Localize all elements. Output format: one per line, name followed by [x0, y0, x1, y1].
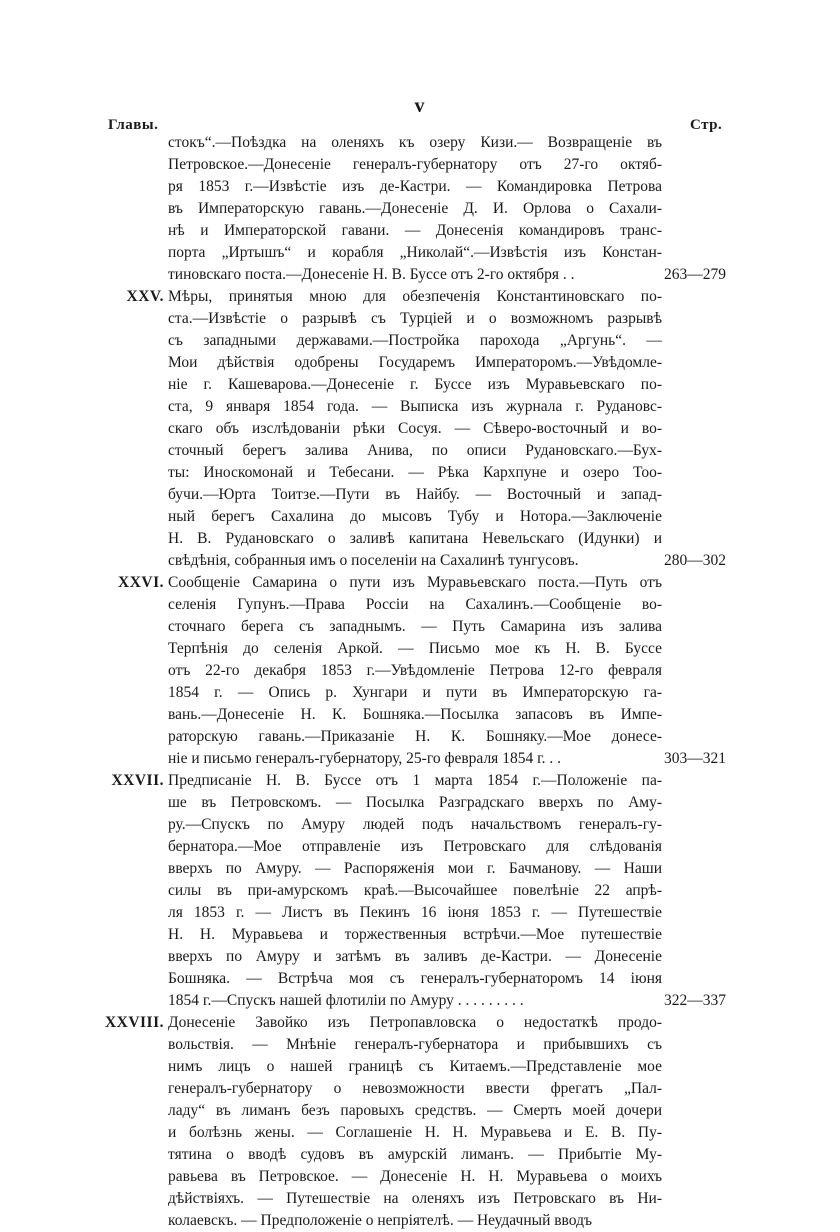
- toc-line: [0, 484, 840, 506]
- toc-line: [0, 1034, 840, 1056]
- chapter-summary-line: стокъ“.—Поѣздка на оленяхъ къ озеру Кизи.— Возвращеніе въ: [168, 134, 662, 151]
- chapter-summary-line: порта „Иртышъ“ и корабля „Николай“.—Извѣстія изъ Констан-: [168, 244, 662, 261]
- chapter-summary-line: и болѣзнь жены. — Соглашеніе Н. Н. Муравьева и Е. В. Пу-: [168, 1124, 662, 1141]
- chapter-summary-line: сточнаго берега съ западнымъ. — Путь Самарина изъ залива: [168, 618, 662, 635]
- toc-entry: [0, 572, 840, 770]
- toc-line: [0, 902, 840, 924]
- toc-line: [0, 968, 840, 990]
- toc-line: [0, 1056, 840, 1078]
- toc-line: [0, 616, 840, 638]
- chapter-numeral: XXVI.: [118, 574, 164, 591]
- toc-line: [0, 506, 840, 528]
- chapter-summary-line: дѣйствіяхъ. — Путешествіе на оленяхъ изъ Петровскаго въ Ни-: [168, 1190, 662, 1207]
- toc-line: [0, 1012, 840, 1034]
- toc-line: [0, 374, 840, 396]
- chapter-summary-line: селенія Гупунъ.—Права Россіи на Сахалинъ.—Сообщеніе во-: [168, 596, 662, 613]
- chapter-summary-line: въ Императорскую гавань.—Донесеніе Д. И. Орлова о Сахали-: [168, 200, 662, 217]
- chapter-summary-line: Мои дѣйствія одобрены Государемъ Императоромъ.—Увѣдомле-: [168, 354, 662, 371]
- toc-line: [0, 176, 840, 198]
- chapter-summary-line: Терпѣнія до селенія Аркой. — Письмо мое къ Н. В. Буссе: [168, 640, 662, 657]
- toc-line: [0, 682, 840, 704]
- chapter-summary-line: нѣ и Императорской гавани. — Донесенія командировъ транс-: [168, 222, 662, 239]
- chapter-summary-line: съ западными державами.—Постройка парохода „Аргунь“. —: [168, 332, 662, 349]
- toc-line: [0, 1210, 840, 1232]
- toc-line: [0, 594, 840, 616]
- toc-line: [0, 770, 840, 792]
- chapter-numeral: XXV.: [126, 288, 164, 305]
- toc-line: [0, 1100, 840, 1122]
- chapters-column-header: Главы.: [108, 117, 159, 133]
- toc-line: [0, 286, 840, 308]
- chapter-summary-line: скаго объ изслѣдованіи рѣки Сосуя. — Сѣверо-восточный и во-: [168, 420, 662, 437]
- toc-line: [0, 308, 840, 330]
- chapter-summary-line: бернатора.—Мое отправленіе изъ Петровскаго для слѣдованія: [168, 838, 662, 855]
- toc-line: [0, 1144, 840, 1166]
- chapter-summary-line: ше въ Петровскомъ. — Посылка Разградскаго вверхъ по Аму-: [168, 794, 662, 811]
- toc-line: [0, 946, 840, 968]
- chapter-summary-line: Предписаніе Н. В. Буссе отъ 1 марта 1854 г.—Положеніе па-: [168, 772, 662, 789]
- chapter-summary-line: Сообщеніе Самарина о пути изъ Муравьевскаго поста.—Путь отъ: [168, 574, 662, 591]
- chapter-summary-line: силы въ при-амурскомъ краѣ.—Высочайшее повелѣніе 22 апрѣ-: [168, 882, 662, 899]
- chapter-summary-line: свѣдѣнія, собранныя имъ о поселеніи на Сахалинѣ тунгусовъ.: [168, 552, 579, 569]
- toc-line: [0, 154, 840, 176]
- toc-line: [0, 242, 840, 264]
- toc-line: [0, 660, 840, 682]
- chapter-summary-line: Н. В. Рудановскаго о заливѣ капитана Невельскаго (Идунки) и: [168, 530, 662, 547]
- chapter-summary-line: ря 1853 г.—Извѣстіе изъ де-Кастри. — Командировка Петрова: [168, 178, 662, 195]
- chapter-summary-line: бучи.—Юрта Тоитзе.—Пути въ Найбу. — Восточный и запад-: [168, 486, 662, 503]
- chapter-summary-line: колаевскъ. — Предположеніе о непріятелѣ. — Неудачный вводъ: [168, 1212, 592, 1229]
- chapter-summary-line: ста.—Извѣстіе о разрывѣ съ Турціей и о возможномъ разрывѣ: [168, 310, 662, 327]
- chapter-numeral: XXVIII.: [104, 1014, 164, 1031]
- chapter-summary-line: сточный берегъ залива Анива, по описи Рудановскаго.—Бух-: [168, 442, 662, 459]
- chapter-summary-line: 1854 г.—Спускъ нашей флотиліи по Амуру . . . . . . . . .: [168, 992, 524, 1009]
- toc-line: [0, 418, 840, 440]
- toc-line: [0, 528, 840, 550]
- toc-line: [0, 836, 840, 858]
- toc-line: [0, 638, 840, 660]
- chapter-summary-line: ля 1853 г. — Листъ въ Пекинъ 16 іюня 1853 г. — Путешествіе: [168, 904, 662, 921]
- toc-line: [0, 1188, 840, 1210]
- toc-line: [0, 220, 840, 242]
- chapter-summary-line: вольствія. — Мнѣніе генералъ-губернатора и прибывшихъ съ: [168, 1036, 662, 1053]
- chapter-summary-line: отъ 22-го декабря 1853 г.—Увѣдомленіе Петрова 12-го февраля: [168, 662, 662, 679]
- toc-line: [0, 198, 840, 220]
- page-range: 263—279: [664, 266, 726, 283]
- page-number: v: [414, 95, 426, 117]
- chapter-summary-line: вверхъ по Амуру. — Распоряженія мои г. Бачманову. — Наши: [168, 860, 662, 877]
- toc-line: [0, 792, 840, 814]
- chapter-summary-line: 1854 г. — Опись р. Хунгари и пути въ Императорскую га-: [168, 684, 662, 701]
- toc-line: [0, 132, 840, 154]
- toc-line: [0, 858, 840, 880]
- toc-line: [0, 440, 840, 462]
- chapter-numeral: XXVII.: [111, 772, 164, 789]
- chapter-summary-line: ста, 9 января 1854 года. — Выписка изъ журнала г. Рудановс-: [168, 398, 662, 415]
- chapter-summary-line: ру.—Спускъ по Амуру людей подъ начальствомъ генералъ-гу-: [168, 816, 662, 833]
- chapter-summary-line: Петровское.—Донесеніе генералъ-губернатору отъ 27-го октяб-: [168, 156, 662, 173]
- table-of-contents: [0, 132, 840, 1232]
- toc-line: [0, 1166, 840, 1188]
- toc-line: [0, 352, 840, 374]
- toc-line: [0, 814, 840, 836]
- toc-line: [0, 1078, 840, 1100]
- toc-line: [0, 1122, 840, 1144]
- chapter-summary-line: ніе г. Кашеварова.—Донесеніе г. Буссе изъ Муравьевскаго по-: [168, 376, 662, 393]
- pages-column-header: Стр.: [690, 117, 723, 133]
- toc-line: [0, 330, 840, 352]
- chapter-summary-line: тятина о вводѣ судовъ въ амурскій лиманъ. — Прибытіе Му-: [168, 1146, 662, 1163]
- chapter-summary-line: генералъ-губернатору о невозможности ввести фрегатъ „Пал-: [168, 1080, 662, 1097]
- chapter-summary-line: ладу“ въ лиманъ безъ паровыхъ средствъ. — Смерть моей дочери: [168, 1102, 662, 1119]
- chapter-summary-line: ный берегъ Сахалина до мысовъ Тубу и Нотора.—Заключеніе: [168, 508, 662, 525]
- chapter-summary-line: ніе и письмо генералъ-губернатору, 25-го февраля 1854 г. . .: [168, 750, 562, 767]
- toc-line: [0, 704, 840, 726]
- chapter-summary-line: равьева въ Петровское. — Донесеніе Н. Н. Муравьева о моихъ: [168, 1168, 662, 1185]
- toc-entry: [0, 1012, 840, 1232]
- toc-entry: [0, 132, 840, 286]
- chapter-summary-line: нимъ лицъ о нашей границѣ съ Китаемъ.—Представленіе мое: [168, 1058, 662, 1075]
- toc-line: [0, 462, 840, 484]
- toc-line: [0, 264, 840, 286]
- toc-line: [0, 550, 840, 572]
- toc-line: [0, 924, 840, 946]
- chapter-summary-line: ты: Иноскомонай и Тебесани. — Рѣка Кархпуне и озеро Тоо-: [168, 464, 662, 481]
- toc-line: [0, 572, 840, 594]
- chapter-summary-line: вань.—Донесеніе Н. К. Бошняка.—Посылка запасовъ въ Импе-: [168, 706, 662, 723]
- chapter-summary-line: Н. Н. Муравьева и торжественныя встрѣчи.—Мое путешествіе: [168, 926, 662, 943]
- page-range: 303—321: [664, 750, 726, 767]
- chapter-summary-line: Бошняка. — Встрѣча моя съ генералъ-губернаторомъ 14 іюня: [168, 970, 662, 987]
- chapter-summary-line: Донесеніе Завойко изъ Петропавловска о недостаткѣ продо-: [168, 1014, 662, 1031]
- page-range: 322—337: [664, 992, 726, 1009]
- toc-entry: [0, 286, 840, 572]
- toc-line: [0, 748, 840, 770]
- chapter-summary-line: вверхъ по Амуру и затѣмъ въ заливъ де-Кастри. — Донесеніе: [168, 948, 662, 965]
- page-range: 280—302: [664, 552, 726, 569]
- toc-line: [0, 880, 840, 902]
- toc-line: [0, 396, 840, 418]
- chapter-summary-line: раторскую гавань.—Приказаніе Н. К. Бошняку.—Мое донесе-: [168, 728, 662, 745]
- toc-line: [0, 990, 840, 1012]
- toc-entry: [0, 770, 840, 1012]
- chapter-summary-line: тиновскаго поста.—Донесеніе Н. В. Буссе отъ 2-го октября . .: [168, 266, 575, 283]
- chapter-summary-line: Мѣры, принятыя мною для обезпеченія Константиновскаго по-: [168, 288, 662, 305]
- toc-line: [0, 726, 840, 748]
